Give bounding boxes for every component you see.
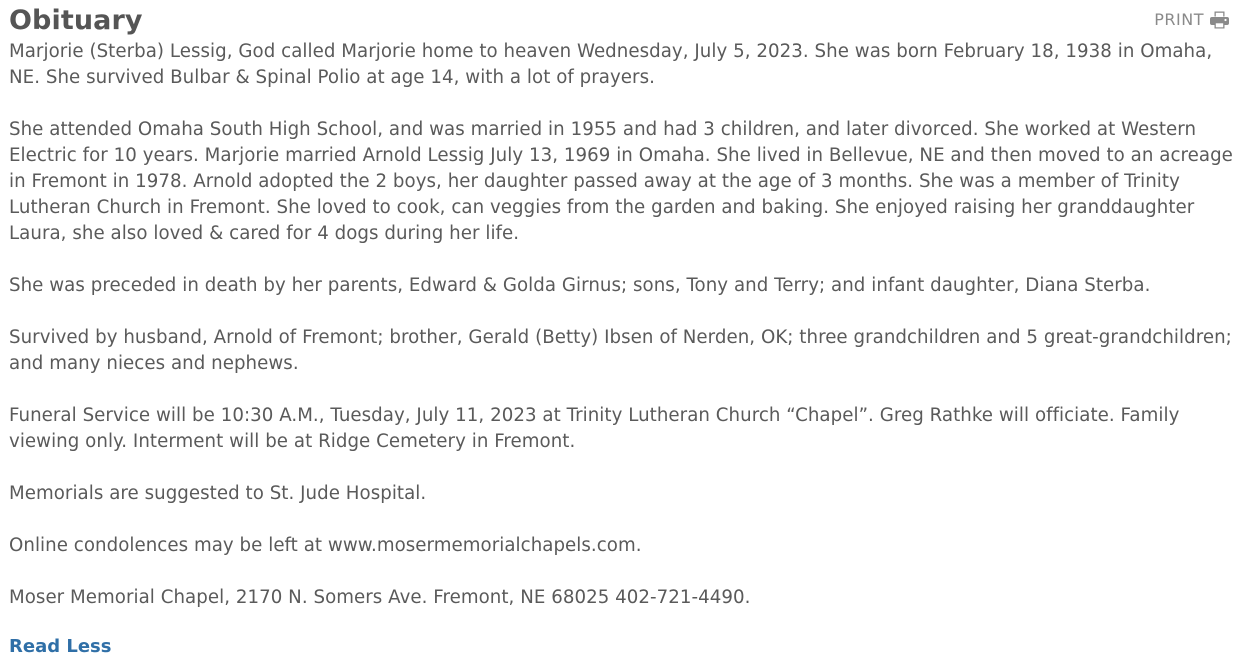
- paragraph-chapel: Moser Memorial Chapel, 2170 N. Somers Ave. Fremont, NE 68025 402-721-4490.: [9, 587, 751, 608]
- read-less-link[interactable]: Read Less: [9, 636, 112, 657]
- paragraph-memorials: Memorials are suggested to St. Jude Hospital.: [9, 483, 427, 504]
- paragraph-preceded: She was preceded in death by her parents, Edward & Golda Girnus; sons, Tony and Terry; and infant daughter, Diana Sterba.: [9, 275, 1151, 296]
- print-label: PRINT: [1154, 10, 1204, 29]
- obituary-body: [9, 39, 1237, 611]
- paragraph-survived: Survived by husband, Arnold of Fremont; brother, Gerald (Betty) Ibsen of Nerden, OK; three grandchildren and 5 great-grandchildren; and many nieces and nephews.: [9, 327, 1232, 374]
- obituary-header: [9, 2, 1237, 39]
- print-button[interactable]: [1154, 10, 1229, 29]
- paragraph-life: She attended Omaha South High School, and was married in 1955 and had 3 children, and later divorced. She worked at Western Electric for 10 years. Marjorie married Arnold Lessig July 13, 1969 in Omaha. She lived in Bellevue, NE and then moved to an acreage in Fremont in 1978. Arnold adopted the 2 boys, her daughter passed away at the age of 3 months. She was a member of Trinity Lutheran Church in Fremont. She loved to cook, can veggies from the garden and baking. She enjoyed raising her granddaughter Laura, she also loved & cared for 4 dogs during her life.: [9, 119, 1233, 244]
- obituary-section: [9, 2, 1237, 660]
- printer-icon: [1210, 11, 1229, 29]
- paragraph-condolences: Online condolences may be left at www.mosermemorialchapels.com.: [9, 535, 642, 556]
- page-title: Obituary: [9, 5, 143, 36]
- paragraph-intro: Marjorie (Sterba) Lessig, God called Marjorie home to heaven Wednesday, July 5, 2023. She was born February 18, 1938 in Omaha, NE. She survived Bulbar & Spinal Polio at age 14, with a lot of prayers.: [9, 41, 1213, 88]
- paragraph-service: Funeral Service will be 10:30 A.M., Tuesday, July 11, 2023 at Trinity Lutheran Church “Chapel”. Greg Rathke will officiate. Family viewing only. Interment will be at Ridge Cemetery in Fremont.: [9, 405, 1180, 452]
